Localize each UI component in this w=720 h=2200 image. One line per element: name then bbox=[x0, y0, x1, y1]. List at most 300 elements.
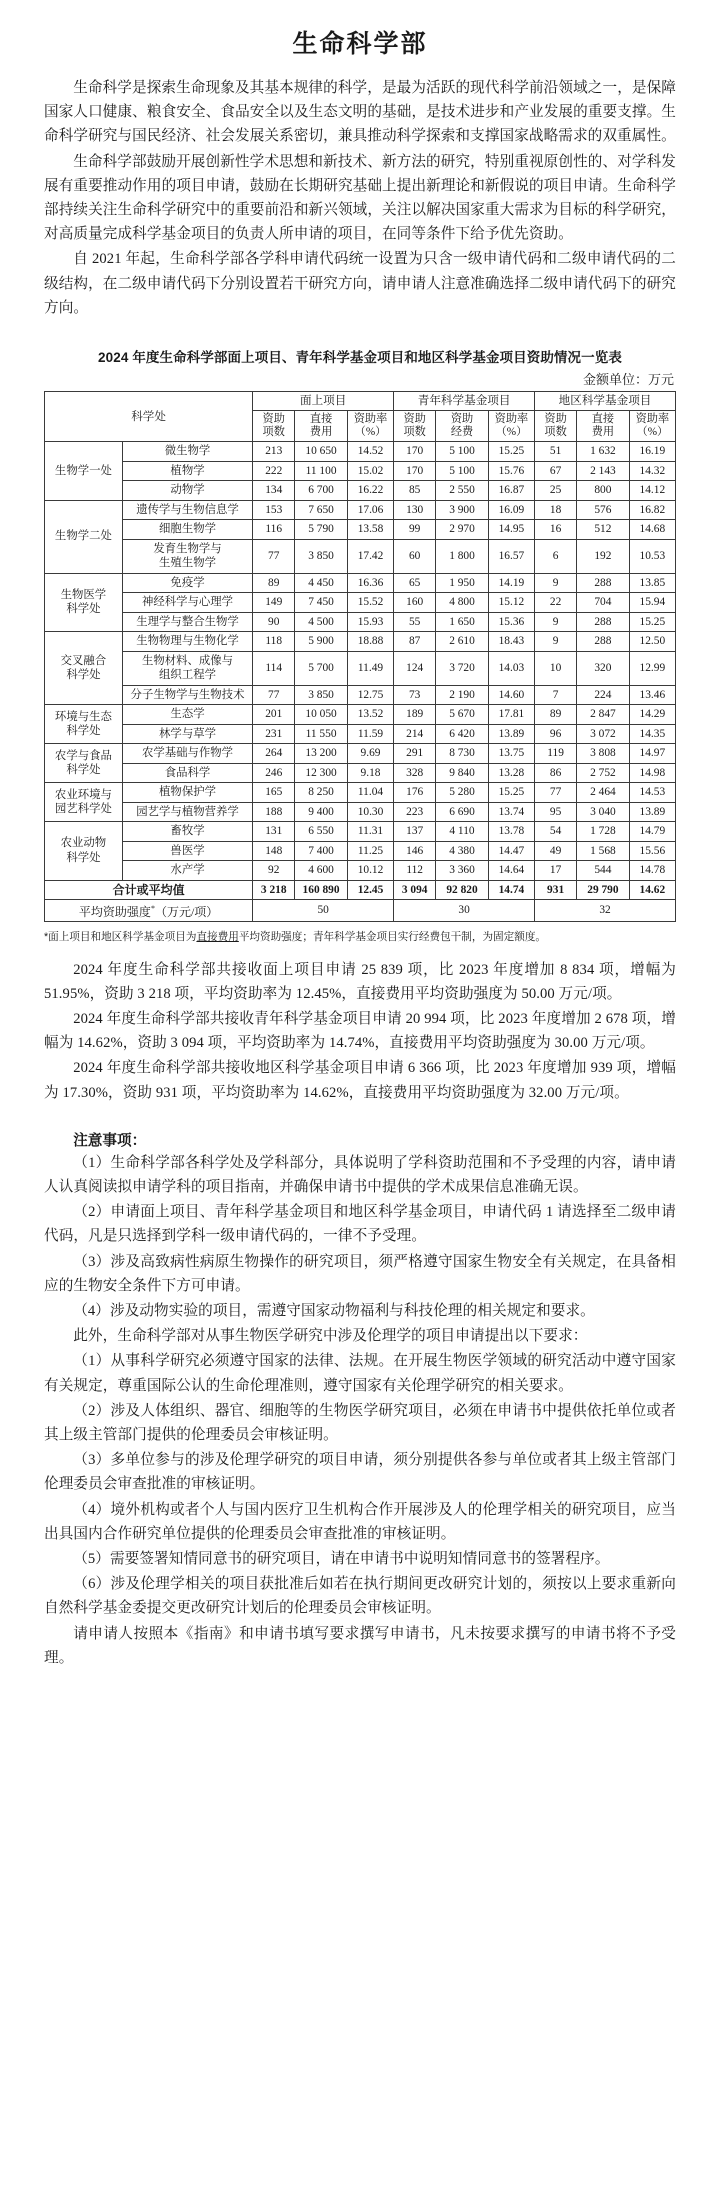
data-cell: 320 bbox=[577, 651, 630, 685]
data-cell: 15.02 bbox=[347, 461, 393, 481]
data-cell: 77 bbox=[253, 539, 295, 573]
department-cell: 环境与生态 科学处 bbox=[45, 705, 123, 744]
data-cell: 12.99 bbox=[629, 651, 675, 685]
discipline-cell: 食品科学 bbox=[122, 763, 252, 783]
data-cell: 2 752 bbox=[577, 763, 630, 783]
discipline-cell: 免疫学 bbox=[122, 573, 252, 593]
table-row bbox=[45, 612, 676, 632]
total-label: 合计或平均值 bbox=[45, 880, 253, 899]
data-cell: 288 bbox=[577, 573, 630, 593]
data-cell: 118 bbox=[253, 632, 295, 652]
data-cell: 10 bbox=[535, 651, 577, 685]
data-cell: 176 bbox=[394, 783, 436, 803]
data-cell: 14.64 bbox=[488, 861, 534, 881]
data-cell: 9 bbox=[535, 612, 577, 632]
notes-section bbox=[44, 1129, 676, 1670]
data-cell: 73 bbox=[394, 685, 436, 705]
data-cell: 146 bbox=[394, 841, 436, 861]
data-cell: 14.79 bbox=[629, 822, 675, 842]
data-cell: 170 bbox=[394, 461, 436, 481]
data-cell: 95 bbox=[535, 802, 577, 822]
data-cell: 11 100 bbox=[295, 461, 348, 481]
table-row bbox=[45, 802, 676, 822]
discipline-cell: 神经科学与心理学 bbox=[122, 593, 252, 613]
data-cell: 4 800 bbox=[436, 593, 489, 613]
total-value-cell: 29 790 bbox=[577, 880, 630, 899]
footnote-prefix: *面上项目和地区科学基金项目为 bbox=[44, 930, 197, 943]
funding-table bbox=[44, 391, 676, 922]
table-row bbox=[45, 573, 676, 593]
data-cell: 14.29 bbox=[629, 705, 675, 725]
intro-section bbox=[44, 76, 676, 320]
data-cell: 5 700 bbox=[295, 651, 348, 685]
data-cell: 14.78 bbox=[629, 861, 675, 881]
table-row bbox=[45, 861, 676, 881]
data-cell: 15.56 bbox=[629, 841, 675, 861]
ethics-item: （3）多单位参与的涉及伦理学研究的项目申请，须分别提供各参与单位或者其上级主管部门伦理委员会审查批准的审核证明。 bbox=[44, 1452, 676, 1493]
header-line-2: 项数 bbox=[544, 426, 567, 439]
table-row bbox=[45, 705, 676, 725]
discipline-cell: 水产学 bbox=[122, 861, 252, 881]
total-value-cell: 92 820 bbox=[436, 880, 489, 899]
data-cell: 2 610 bbox=[436, 632, 489, 652]
notes-title: 注意事项： bbox=[73, 1132, 147, 1149]
data-cell: 14.98 bbox=[629, 763, 675, 783]
data-cell: 5 100 bbox=[436, 461, 489, 481]
data-cell: 131 bbox=[253, 822, 295, 842]
table-row bbox=[45, 539, 676, 573]
table-row bbox=[45, 481, 676, 501]
data-cell: 16.87 bbox=[488, 481, 534, 501]
discipline-cell: 林学与草学 bbox=[122, 724, 252, 744]
table-row bbox=[45, 763, 676, 783]
data-cell: 188 bbox=[253, 802, 295, 822]
data-cell: 704 bbox=[577, 593, 630, 613]
intro-paragraph: 生命科学是探索生命现象及其基本规律的科学，是最为活跃的现代科学前沿领域之一，是保障国家人口健康、粮食安全、食品安全以及生态文明的基础，是技术进步和产业发展的重要支撑。生命科学研究与国民经济、社会发展关系密切，兼具推动科学探索和支撑国家战略需求的双重属性。 bbox=[44, 80, 676, 145]
data-cell: 14.52 bbox=[347, 442, 393, 462]
data-cell: 7 650 bbox=[295, 500, 348, 520]
data-cell: 9 bbox=[535, 632, 577, 652]
table-head bbox=[45, 392, 676, 442]
table-row bbox=[45, 783, 676, 803]
data-cell: 22 bbox=[535, 593, 577, 613]
data-cell: 90 bbox=[253, 612, 295, 632]
header-line-1: 资助率 bbox=[353, 413, 388, 426]
data-cell: 16.19 bbox=[629, 442, 675, 462]
data-cell: 13 200 bbox=[295, 744, 348, 764]
data-cell: 13.52 bbox=[347, 705, 393, 725]
header-line-1: 直接 bbox=[309, 413, 333, 426]
data-cell: 18.88 bbox=[347, 632, 393, 652]
data-cell: 165 bbox=[253, 783, 295, 803]
data-cell: 8 250 bbox=[295, 783, 348, 803]
header-dept: 科学处 bbox=[45, 392, 253, 442]
table-body bbox=[45, 442, 676, 922]
data-cell: 3 808 bbox=[577, 744, 630, 764]
data-cell: 2 190 bbox=[436, 685, 489, 705]
data-cell: 288 bbox=[577, 632, 630, 652]
summary-paragraph-regional: 2024 年度生命科学部共接收地区科学基金项目申请 6 366 项，比 2023 年度增加 939 项，增幅为 17.30%，资助 931 项，平均资助率为 14.62%，直接费用平均资助强度为 32.00 万元/项。 bbox=[44, 1060, 676, 1101]
total-value-cell: 3 094 bbox=[394, 880, 436, 899]
header-general-fee bbox=[295, 411, 348, 442]
header-line-1: 资助率 bbox=[635, 413, 670, 426]
discipline-cell: 细胞生物学 bbox=[122, 520, 252, 540]
data-cell: 92 bbox=[253, 861, 295, 881]
data-cell: 13.28 bbox=[488, 763, 534, 783]
header-line-1: 直接 bbox=[591, 413, 615, 426]
data-cell: 7 450 bbox=[295, 593, 348, 613]
ethics-intro: 此外，生命科学部对从事生物医学研究中涉及伦理学的项目申请提出以下要求： bbox=[73, 1328, 588, 1345]
data-cell: 112 bbox=[394, 861, 436, 881]
data-cell: 13.78 bbox=[488, 822, 534, 842]
intensity-value-cell: 32 bbox=[535, 899, 676, 921]
header-regional-fee bbox=[577, 411, 630, 442]
data-cell: 2 970 bbox=[436, 520, 489, 540]
intensity-value-cell: 30 bbox=[394, 899, 535, 921]
data-cell: 51 bbox=[535, 442, 577, 462]
data-cell: 14.47 bbox=[488, 841, 534, 861]
data-cell: 11.31 bbox=[347, 822, 393, 842]
footnote-marker: * bbox=[150, 903, 155, 913]
total-value-cell: 931 bbox=[535, 880, 577, 899]
data-cell: 4 600 bbox=[295, 861, 348, 881]
data-cell: 114 bbox=[253, 651, 295, 685]
data-cell: 15.76 bbox=[488, 461, 534, 481]
notes-item: （4）涉及动物实验的项目，需遵守国家动物福利与科技伦理的相关规定和要求。 bbox=[73, 1302, 595, 1319]
data-cell: 231 bbox=[253, 724, 295, 744]
table-header-group-row bbox=[45, 392, 676, 411]
table-row bbox=[45, 651, 676, 685]
data-cell: 116 bbox=[253, 520, 295, 540]
data-cell: 14.32 bbox=[629, 461, 675, 481]
data-cell: 153 bbox=[253, 500, 295, 520]
data-cell: 1 800 bbox=[436, 539, 489, 573]
data-cell: 10.30 bbox=[347, 802, 393, 822]
data-cell: 13.46 bbox=[629, 685, 675, 705]
discipline-cell: 发育生物学与 生殖生物学 bbox=[122, 539, 252, 573]
data-cell: 99 bbox=[394, 520, 436, 540]
table-row bbox=[45, 520, 676, 540]
intro-paragraph: 自 2021 年起，生命科学部各学科申请代码统一设置为只含一级申请代码和二级申请代码的二级结构，在二级申请代码下分别设置若干研究方向，请申请人注意准确选择二级申请代码下的研究方向。 bbox=[44, 251, 676, 316]
data-cell: 17.81 bbox=[488, 705, 534, 725]
data-cell: 5 790 bbox=[295, 520, 348, 540]
data-cell: 11.25 bbox=[347, 841, 393, 861]
header-line-2: 项数 bbox=[262, 426, 285, 439]
data-cell: 137 bbox=[394, 822, 436, 842]
data-cell: 5 280 bbox=[436, 783, 489, 803]
header-line-2: 经费 bbox=[450, 426, 474, 439]
header-regional-count bbox=[535, 411, 577, 442]
data-cell: 119 bbox=[535, 744, 577, 764]
data-cell: 3 850 bbox=[295, 539, 348, 573]
data-cell: 14.97 bbox=[629, 744, 675, 764]
data-cell: 213 bbox=[253, 442, 295, 462]
data-cell: 16 bbox=[535, 520, 577, 540]
data-cell: 2 464 bbox=[577, 783, 630, 803]
data-cell: 16.57 bbox=[488, 539, 534, 573]
header-line-1: 资助 bbox=[403, 413, 426, 426]
data-cell: 6 550 bbox=[295, 822, 348, 842]
data-cell: 15.25 bbox=[488, 783, 534, 803]
notes-item: （1）生命科学部各科学处及学科部分，具体说明了学科资助范围和不予受理的内容，请申请人认真阅读拟申请学科的项目指南，并确保申请书中提供的学术成果信息准确无误。 bbox=[44, 1154, 676, 1195]
data-cell: 18.43 bbox=[488, 632, 534, 652]
data-cell: 87 bbox=[394, 632, 436, 652]
data-cell: 9 400 bbox=[295, 802, 348, 822]
table-row bbox=[45, 500, 676, 520]
data-cell: 10.12 bbox=[347, 861, 393, 881]
data-cell: 15.25 bbox=[488, 442, 534, 462]
data-cell: 14.35 bbox=[629, 724, 675, 744]
header-line-1: 资助 bbox=[450, 413, 474, 426]
data-cell: 15.36 bbox=[488, 612, 534, 632]
table-row bbox=[45, 593, 676, 613]
data-cell: 2 550 bbox=[436, 481, 489, 501]
data-cell: 10 650 bbox=[295, 442, 348, 462]
header-group-regional: 地区科学基金项目 bbox=[535, 392, 676, 411]
table-intensity-row bbox=[45, 899, 676, 921]
discipline-cell: 生物物理与生物化学 bbox=[122, 632, 252, 652]
data-cell: 85 bbox=[394, 481, 436, 501]
data-cell: 1 950 bbox=[436, 573, 489, 593]
data-cell: 11.49 bbox=[347, 651, 393, 685]
department-cell: 农业动物 科学处 bbox=[45, 822, 123, 881]
data-cell: 3 360 bbox=[436, 861, 489, 881]
data-cell: 1 568 bbox=[577, 841, 630, 861]
table-row bbox=[45, 442, 676, 462]
header-regional-rate bbox=[629, 411, 675, 442]
data-cell: 4 380 bbox=[436, 841, 489, 861]
header-general-rate bbox=[347, 411, 393, 442]
department-cell: 生物医学 科学处 bbox=[45, 573, 123, 632]
data-cell: 3 040 bbox=[577, 802, 630, 822]
data-cell: 18 bbox=[535, 500, 577, 520]
data-cell: 13.85 bbox=[629, 573, 675, 593]
data-cell: 15.12 bbox=[488, 593, 534, 613]
data-cell: 77 bbox=[535, 783, 577, 803]
data-cell: 264 bbox=[253, 744, 295, 764]
summary-paragraph-youth: 2024 年度生命科学部共接收青年科学基金项目申请 20 994 项，比 2023 年度增加 2 678 项，增幅为 14.62%，资助 3 094 项，平均资助率为 14.74%，直接费用平均资助强度为 30.00 万元/项。 bbox=[44, 1010, 676, 1052]
data-cell: 246 bbox=[253, 763, 295, 783]
header-line-1: 资助 bbox=[262, 413, 285, 426]
data-cell: 14.03 bbox=[488, 651, 534, 685]
total-value-cell: 14.74 bbox=[488, 880, 534, 899]
ethics-item: （5）需要签署知情同意书的研究项目，请在申请书中说明知情同意书的签署程序。 bbox=[73, 1551, 610, 1567]
total-value-cell: 12.45 bbox=[347, 880, 393, 899]
data-cell: 10.53 bbox=[629, 539, 675, 573]
data-cell: 13.89 bbox=[629, 802, 675, 822]
table-caption: 2024 年度生命科学部面上项目、青年科学基金项目和地区科学基金项目资助情况一览表 bbox=[98, 350, 622, 366]
data-cell: 160 bbox=[394, 593, 436, 613]
table-row bbox=[45, 744, 676, 764]
data-cell: 1 650 bbox=[436, 612, 489, 632]
data-cell: 14.12 bbox=[629, 481, 675, 501]
data-cell: 67 bbox=[535, 461, 577, 481]
data-cell: 4 450 bbox=[295, 573, 348, 593]
department-cell: 生物学二处 bbox=[45, 500, 123, 573]
data-cell: 7 400 bbox=[295, 841, 348, 861]
data-cell: 2 847 bbox=[577, 705, 630, 725]
data-cell: 9 bbox=[535, 573, 577, 593]
data-cell: 3 900 bbox=[436, 500, 489, 520]
header-youth-fee bbox=[436, 411, 489, 442]
notes-closing: 请申请人按照本《指南》和申请书填写要求撰写申请书，凡未按要求撰写的申请书将不予受理。 bbox=[44, 1625, 676, 1666]
data-cell: 11.04 bbox=[347, 783, 393, 803]
section-spacer bbox=[44, 321, 676, 334]
department-cell: 农业环境与 园艺科学处 bbox=[45, 783, 123, 822]
table-row bbox=[45, 724, 676, 744]
total-value-cell: 160 890 bbox=[295, 880, 348, 899]
table-unit-label: 金额单位：万元 bbox=[582, 372, 674, 388]
data-cell: 16.36 bbox=[347, 573, 393, 593]
data-cell: 192 bbox=[577, 539, 630, 573]
data-cell: 12.50 bbox=[629, 632, 675, 652]
table-total-row bbox=[45, 880, 676, 899]
data-cell: 2 143 bbox=[577, 461, 630, 481]
intensity-label: 平均资助强度*（万元/项） bbox=[45, 899, 253, 921]
notes-item: （3）涉及高致病性病原生物操作的研究项目，须严格遵守国家生物安全有关规定，在具备相应的生物安全条件下方可申请。 bbox=[44, 1253, 676, 1294]
data-cell: 89 bbox=[535, 705, 577, 725]
data-cell: 11.59 bbox=[347, 724, 393, 744]
data-cell: 14.19 bbox=[488, 573, 534, 593]
footnote-underlined: 直接费用 bbox=[196, 930, 239, 943]
table-row bbox=[45, 632, 676, 652]
discipline-cell: 畜牧学 bbox=[122, 822, 252, 842]
data-cell: 134 bbox=[253, 481, 295, 501]
discipline-cell: 兽医学 bbox=[122, 841, 252, 861]
data-cell: 17 bbox=[535, 861, 577, 881]
data-cell: 5 100 bbox=[436, 442, 489, 462]
data-cell: 13.58 bbox=[347, 520, 393, 540]
discipline-cell: 农学基础与作物学 bbox=[122, 744, 252, 764]
ethics-item: （2）涉及人体组织、器官、细胞等的生物医学研究项目，必须在申请书中提供依托单位或者其上级主管部门提供的伦理委员会审核证明。 bbox=[44, 1402, 676, 1443]
data-cell: 3 720 bbox=[436, 651, 489, 685]
data-cell: 13.74 bbox=[488, 802, 534, 822]
discipline-cell: 动物学 bbox=[122, 481, 252, 501]
header-line-1: 资助 bbox=[544, 413, 567, 426]
header-line-2: （%） bbox=[636, 426, 669, 439]
data-cell: 291 bbox=[394, 744, 436, 764]
data-cell: 189 bbox=[394, 705, 436, 725]
data-cell: 77 bbox=[253, 685, 295, 705]
page-title: 生命科学部 bbox=[292, 30, 428, 58]
data-cell: 9 840 bbox=[436, 763, 489, 783]
header-youth-rate bbox=[488, 411, 534, 442]
data-cell: 17.06 bbox=[347, 500, 393, 520]
data-cell: 9.69 bbox=[347, 744, 393, 764]
table-row bbox=[45, 822, 676, 842]
discipline-cell: 分子生物学与生物技术 bbox=[122, 685, 252, 705]
data-cell: 14.68 bbox=[629, 520, 675, 540]
header-line-2: 费用 bbox=[309, 426, 333, 439]
data-cell: 1 632 bbox=[577, 442, 630, 462]
header-line-2: 项数 bbox=[403, 426, 426, 439]
data-cell: 96 bbox=[535, 724, 577, 744]
data-cell: 60 bbox=[394, 539, 436, 573]
intro-paragraph: 生命科学部鼓励开展创新性学术思想和新技术、新方法的研究，特别重视原创性的、对学科发展有重要推动作用的项目申请，鼓励在长期研究基础上提出新理论和新假说的项目申请。生命科学部持续关注生命科学研究中的重要前沿和新兴领域，关注以解决国家重大需求为目标的科学研究，对高质量完成科学基金项目的负责人所申请的项目，在同等条件下给予优先资助。 bbox=[44, 153, 676, 243]
header-group-general: 面上项目 bbox=[253, 392, 394, 411]
data-cell: 6 690 bbox=[436, 802, 489, 822]
data-cell: 7 bbox=[535, 685, 577, 705]
section-spacer bbox=[44, 1106, 676, 1115]
data-cell: 14.95 bbox=[488, 520, 534, 540]
header-line-1: 资助率 bbox=[494, 413, 529, 426]
table-footnote bbox=[44, 929, 676, 945]
data-cell: 8 730 bbox=[436, 744, 489, 764]
intensity-value-cell: 50 bbox=[253, 899, 394, 921]
summary-section bbox=[44, 958, 676, 1105]
data-cell: 16.09 bbox=[488, 500, 534, 520]
discipline-cell: 植物保护学 bbox=[122, 783, 252, 803]
data-cell: 6 420 bbox=[436, 724, 489, 744]
data-cell: 130 bbox=[394, 500, 436, 520]
data-cell: 1 728 bbox=[577, 822, 630, 842]
data-cell: 3 850 bbox=[295, 685, 348, 705]
data-cell: 4 110 bbox=[436, 822, 489, 842]
header-line-2: （%） bbox=[495, 426, 528, 439]
discipline-cell: 生理学与整合生物学 bbox=[122, 612, 252, 632]
discipline-cell: 遗传学与生物信息学 bbox=[122, 500, 252, 520]
header-line-2: 费用 bbox=[591, 426, 615, 439]
total-value-cell: 14.62 bbox=[629, 880, 675, 899]
ethics-item: （6）涉及伦理学相关的项目获批准后如若在执行期间更改研究计划的，须按以上要求重新向自然科学基金委提交更改研究计划后的伦理委员会审核证明。 bbox=[44, 1576, 676, 1617]
data-cell: 16.22 bbox=[347, 481, 393, 501]
data-cell: 149 bbox=[253, 593, 295, 613]
total-value-cell: 3 218 bbox=[253, 880, 295, 899]
data-cell: 9.18 bbox=[347, 763, 393, 783]
discipline-cell: 生物材料、成像与 组织工程学 bbox=[122, 651, 252, 685]
data-cell: 12 300 bbox=[295, 763, 348, 783]
data-cell: 11 550 bbox=[295, 724, 348, 744]
department-cell: 交叉融合 科学处 bbox=[45, 632, 123, 705]
data-cell: 223 bbox=[394, 802, 436, 822]
data-cell: 54 bbox=[535, 822, 577, 842]
department-cell: 生物学一处 bbox=[45, 442, 123, 501]
data-cell: 14.53 bbox=[629, 783, 675, 803]
ethics-item: （4）境外机构或者个人与国内医疗卫生机构合作开展涉及人的伦理学相关的研究项目，应当出具国内合作研究单位提供的伦理委员会审查批准的审核证明。 bbox=[44, 1501, 676, 1542]
data-cell: 65 bbox=[394, 573, 436, 593]
data-cell: 3 072 bbox=[577, 724, 630, 744]
data-cell: 222 bbox=[253, 461, 295, 481]
discipline-cell: 生态学 bbox=[122, 705, 252, 725]
data-cell: 224 bbox=[577, 685, 630, 705]
table-row bbox=[45, 841, 676, 861]
summary-paragraph-general: 2024 年度生命科学部共接收面上项目申请 25 839 项，比 2023 年度增加 8 834 项，增幅为 51.95%，资助 3 218 项，平均资助率为 12.45%，直接费用平均资助强度为 50.00 万元/项。 bbox=[44, 961, 676, 1002]
data-cell: 15.25 bbox=[629, 612, 675, 632]
data-cell: 201 bbox=[253, 705, 295, 725]
data-cell: 17.42 bbox=[347, 539, 393, 573]
data-cell: 124 bbox=[394, 651, 436, 685]
data-cell: 86 bbox=[535, 763, 577, 783]
data-cell: 15.94 bbox=[629, 593, 675, 613]
data-cell: 49 bbox=[535, 841, 577, 861]
header-youth-count bbox=[394, 411, 436, 442]
notes-item: （2）申请面上项目、青年科学基金项目和地区科学基金项目，申请代码 1 请选择至二级申请代码，凡是只选择到学科一级申请代码的，一律不予受理。 bbox=[44, 1204, 676, 1245]
data-cell: 6 bbox=[535, 539, 577, 573]
table-row bbox=[45, 685, 676, 705]
data-cell: 25 bbox=[535, 481, 577, 501]
header-general-count bbox=[253, 411, 295, 442]
table-row bbox=[45, 461, 676, 481]
data-cell: 5 900 bbox=[295, 632, 348, 652]
data-cell: 4 500 bbox=[295, 612, 348, 632]
data-cell: 15.93 bbox=[347, 612, 393, 632]
data-cell: 5 670 bbox=[436, 705, 489, 725]
data-cell: 288 bbox=[577, 612, 630, 632]
department-cell: 农学与食品 科学处 bbox=[45, 744, 123, 783]
data-cell: 148 bbox=[253, 841, 295, 861]
data-cell: 13.75 bbox=[488, 744, 534, 764]
data-cell: 14.60 bbox=[488, 685, 534, 705]
